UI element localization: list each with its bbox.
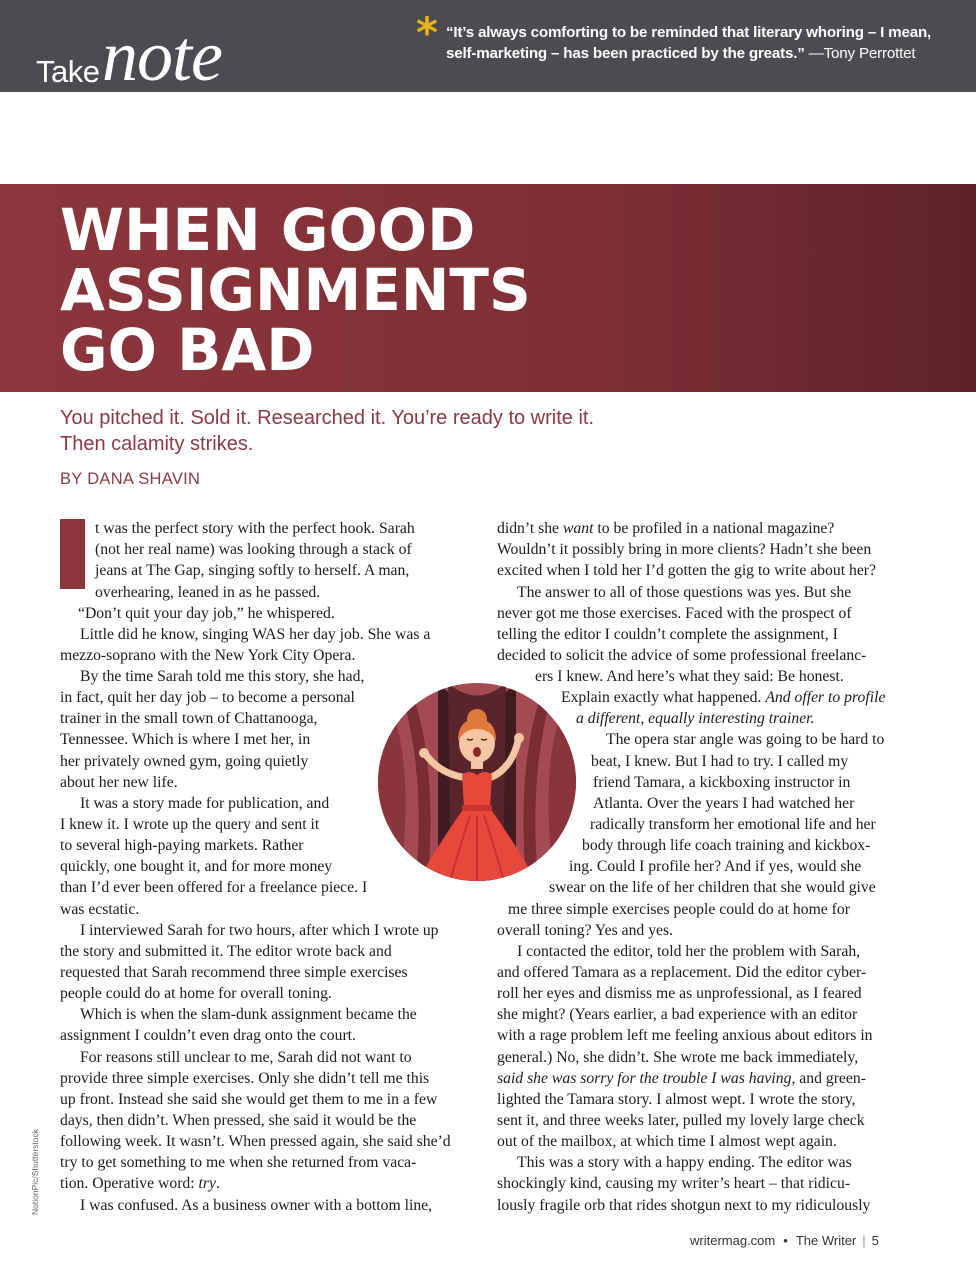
text-line: body through life coach training and kickbox-	[582, 837, 871, 854]
text-line: For reasons still unclear to me, Sarah did not want to	[80, 1049, 412, 1066]
text-line: about her new life.	[60, 774, 178, 791]
text-line: lously fragile orb that rides shotgun next to my ridiculously	[497, 1197, 871, 1214]
byline: BY DANA SHAVIN	[60, 470, 201, 488]
text-line: quickly, one bought it, and for more money	[60, 858, 333, 875]
text-line: try to get something to me when she returned from vaca-	[60, 1154, 417, 1171]
text-line: overhearing, leaned in as he passed.	[95, 584, 321, 601]
text-line: “Don’t quit your day job,” he whispered.	[78, 605, 335, 622]
text-line	[497, 1068, 866, 1089]
text-line	[576, 708, 814, 729]
text-line: jeans at The Gap, singing softly to herself. A man,	[95, 562, 410, 579]
text-line: ers I knew. And here’s what they said: Be honest.	[535, 668, 844, 685]
section-label-note: note	[102, 16, 222, 96]
article-deck	[60, 405, 680, 457]
text-line: Atlanta. Over the years I had watched her	[593, 795, 855, 812]
article-title	[60, 196, 531, 384]
text-line: beat, I knew. But I had to try. I called my	[591, 753, 849, 770]
text-line: The opera star angle was going to be hard to	[606, 731, 885, 748]
text-run-italic: a different, equally interesting trainer.	[576, 710, 815, 727]
text-line: It was a story made for publication, and	[80, 795, 330, 812]
text-line: requested that Sarah recommend three simple exercises	[60, 964, 408, 981]
text-line: than I’d ever been offered for a freelance piece. I	[60, 879, 368, 896]
text-run: .	[215, 1175, 220, 1192]
text-line: (not her real name) was looking through a stack of	[95, 541, 412, 558]
text-line: provide three simple exercises. Only she didn’t tell me this	[60, 1070, 430, 1087]
deck-line: Then calamity strikes.	[60, 433, 254, 455]
text-line: up front. Instead she said she would get them to me in a few	[60, 1091, 438, 1108]
section-label-take: Take	[36, 54, 100, 89]
text-line: people could do at home for overall toning.	[60, 985, 332, 1002]
text-line: Tennessee. Which is where I met her, in	[60, 731, 311, 748]
text-line: Wouldn’t it possibly bring in more clients? Hadn’t she been	[497, 541, 872, 558]
photo-credit: NotionPic/Shutterstock	[30, 1129, 40, 1215]
text-line: I contacted the editor, told her the problem with Sarah,	[517, 943, 861, 960]
text-line: following week. It wasn’t. When pressed again, she said she’d	[60, 1133, 451, 1150]
text-line: trainer in the small town of Chattanooga,	[60, 710, 318, 727]
text-line: ing. Could I profile her? And if yes, would she	[569, 858, 862, 875]
text-line: By the time Sarah told me this story, she had,	[80, 668, 365, 685]
title-line: ASSIGNMENTS	[60, 256, 531, 324]
text-run: tion. Operative word:	[60, 1175, 199, 1192]
text-line: This was a story with a happy ending. The editor was	[517, 1154, 852, 1171]
text-line: days, then didn’t. When pressed, she said it would be the	[60, 1112, 417, 1129]
text-line: sent it, and three weeks later, pulled my lovely large check	[497, 1112, 865, 1129]
text-line: friend Tamara, a kickboxing instructor in	[593, 774, 851, 791]
text-line: overall toning? Yes and yes.	[497, 922, 674, 939]
deck-line: You pitched it. Sold it. Researched it. You’re ready to write it.	[60, 407, 595, 429]
asterisk-icon: *	[416, 8, 438, 57]
quote-text: “It’s always comforting to be reminded that literary whoring – I mean, self-marketing – has been practiced by the greats.”	[446, 24, 932, 62]
text-line: was ecstatic.	[60, 901, 140, 918]
text-line: general.) No, she didn’t. She wrote me back immediately,	[497, 1049, 859, 1066]
text-line: assignment I couldn’t even drag onto the court.	[60, 1027, 356, 1044]
footer-divider: |	[862, 1233, 866, 1248]
text-run: to be profiled in a national magazine?	[593, 520, 835, 537]
text-run: Explain exactly what happened.	[561, 689, 766, 706]
text-line: telling the editor I couldn’t complete the assignment, I	[497, 626, 838, 643]
text-line: swear on the life of her children that she would give	[549, 879, 876, 896]
text-line: mezzo-soprano with the New York City Opera.	[60, 647, 356, 664]
text-run-italic: said she was sorry for the trouble I was having	[497, 1070, 792, 1087]
text-line: her privately owned gym, going quietly	[60, 753, 309, 770]
text-line: never got me those exercises. Faced with the prospect of	[497, 605, 852, 622]
text-line: to several high-paying markets. Rather	[60, 837, 304, 854]
text-line: shockingly kind, causing my writer’s heart – that ridicu-	[497, 1175, 851, 1192]
text-run: didn’t she	[497, 520, 563, 537]
text-line: I interviewed Sarah for two hours, after which I wrote up	[80, 922, 439, 939]
quote-attribution: —Tony Perrottet	[804, 45, 916, 62]
text-line: excited when I told her I’d gotten the gig to write about her?	[497, 562, 876, 579]
text-line: with a rage problem left me feeling anxious about editors in	[497, 1027, 873, 1044]
text-line	[60, 1173, 220, 1194]
text-line: decided to solicit the advice of some professional freelanc-	[497, 647, 867, 664]
footer-magazine: The Writer	[795, 1233, 857, 1248]
text-run-italic: try	[198, 1175, 216, 1192]
opera-singer-icon	[378, 683, 576, 881]
text-line: me three simple exercises people could do at home for	[508, 901, 850, 918]
text-line: lighted the Tamara story. I almost wept. I wrote the story,	[497, 1091, 856, 1108]
page-footer	[690, 1233, 879, 1248]
footer-site: writermag.com	[690, 1233, 776, 1248]
opera-singer-illustration	[378, 683, 576, 881]
text-run-italic: And offer to profile	[765, 689, 886, 706]
title-line: WHEN GOOD	[60, 196, 476, 264]
text-line: the story and submitted it. The editor wrote back and	[60, 943, 392, 960]
text-line: out of the mailbox, at which time I almost wept again.	[497, 1133, 837, 1150]
text-line	[497, 518, 834, 539]
text-run-italic: want	[562, 520, 594, 537]
text-line: Little did he know, singing WAS her day job. She was a	[80, 626, 431, 643]
text-line: The answer to all of those questions was yes. But she	[517, 584, 852, 601]
drop-cap	[60, 519, 85, 589]
text-line: radically transform her emotional life and her	[590, 816, 876, 833]
text-run: , and green-	[791, 1070, 866, 1087]
page-number: 5	[871, 1233, 879, 1248]
title-line: GO BAD	[60, 316, 315, 384]
text-line: she might? (Years earlier, a bad experience with an editor	[497, 1006, 858, 1023]
text-line: I knew it. I wrote up the query and sent it	[60, 816, 320, 833]
text-line: I was confused. As a business owner with a bottom line,	[80, 1197, 433, 1214]
pull-quote	[446, 22, 946, 64]
text-line: Which is when the slam-dunk assignment became the	[80, 1006, 417, 1023]
text-line: t was the perfect story with the perfect hook. Sarah	[95, 520, 415, 537]
text-line: roll her eyes and dismiss me as unprofessional, as I feared	[497, 985, 862, 1002]
text-line: and offered Tamara as a replacement. Did the editor cyber-	[497, 964, 867, 981]
footer-bullet: •	[783, 1233, 788, 1248]
text-line: in fact, quit her day job – to become a personal	[60, 689, 355, 706]
text-line	[561, 687, 885, 708]
